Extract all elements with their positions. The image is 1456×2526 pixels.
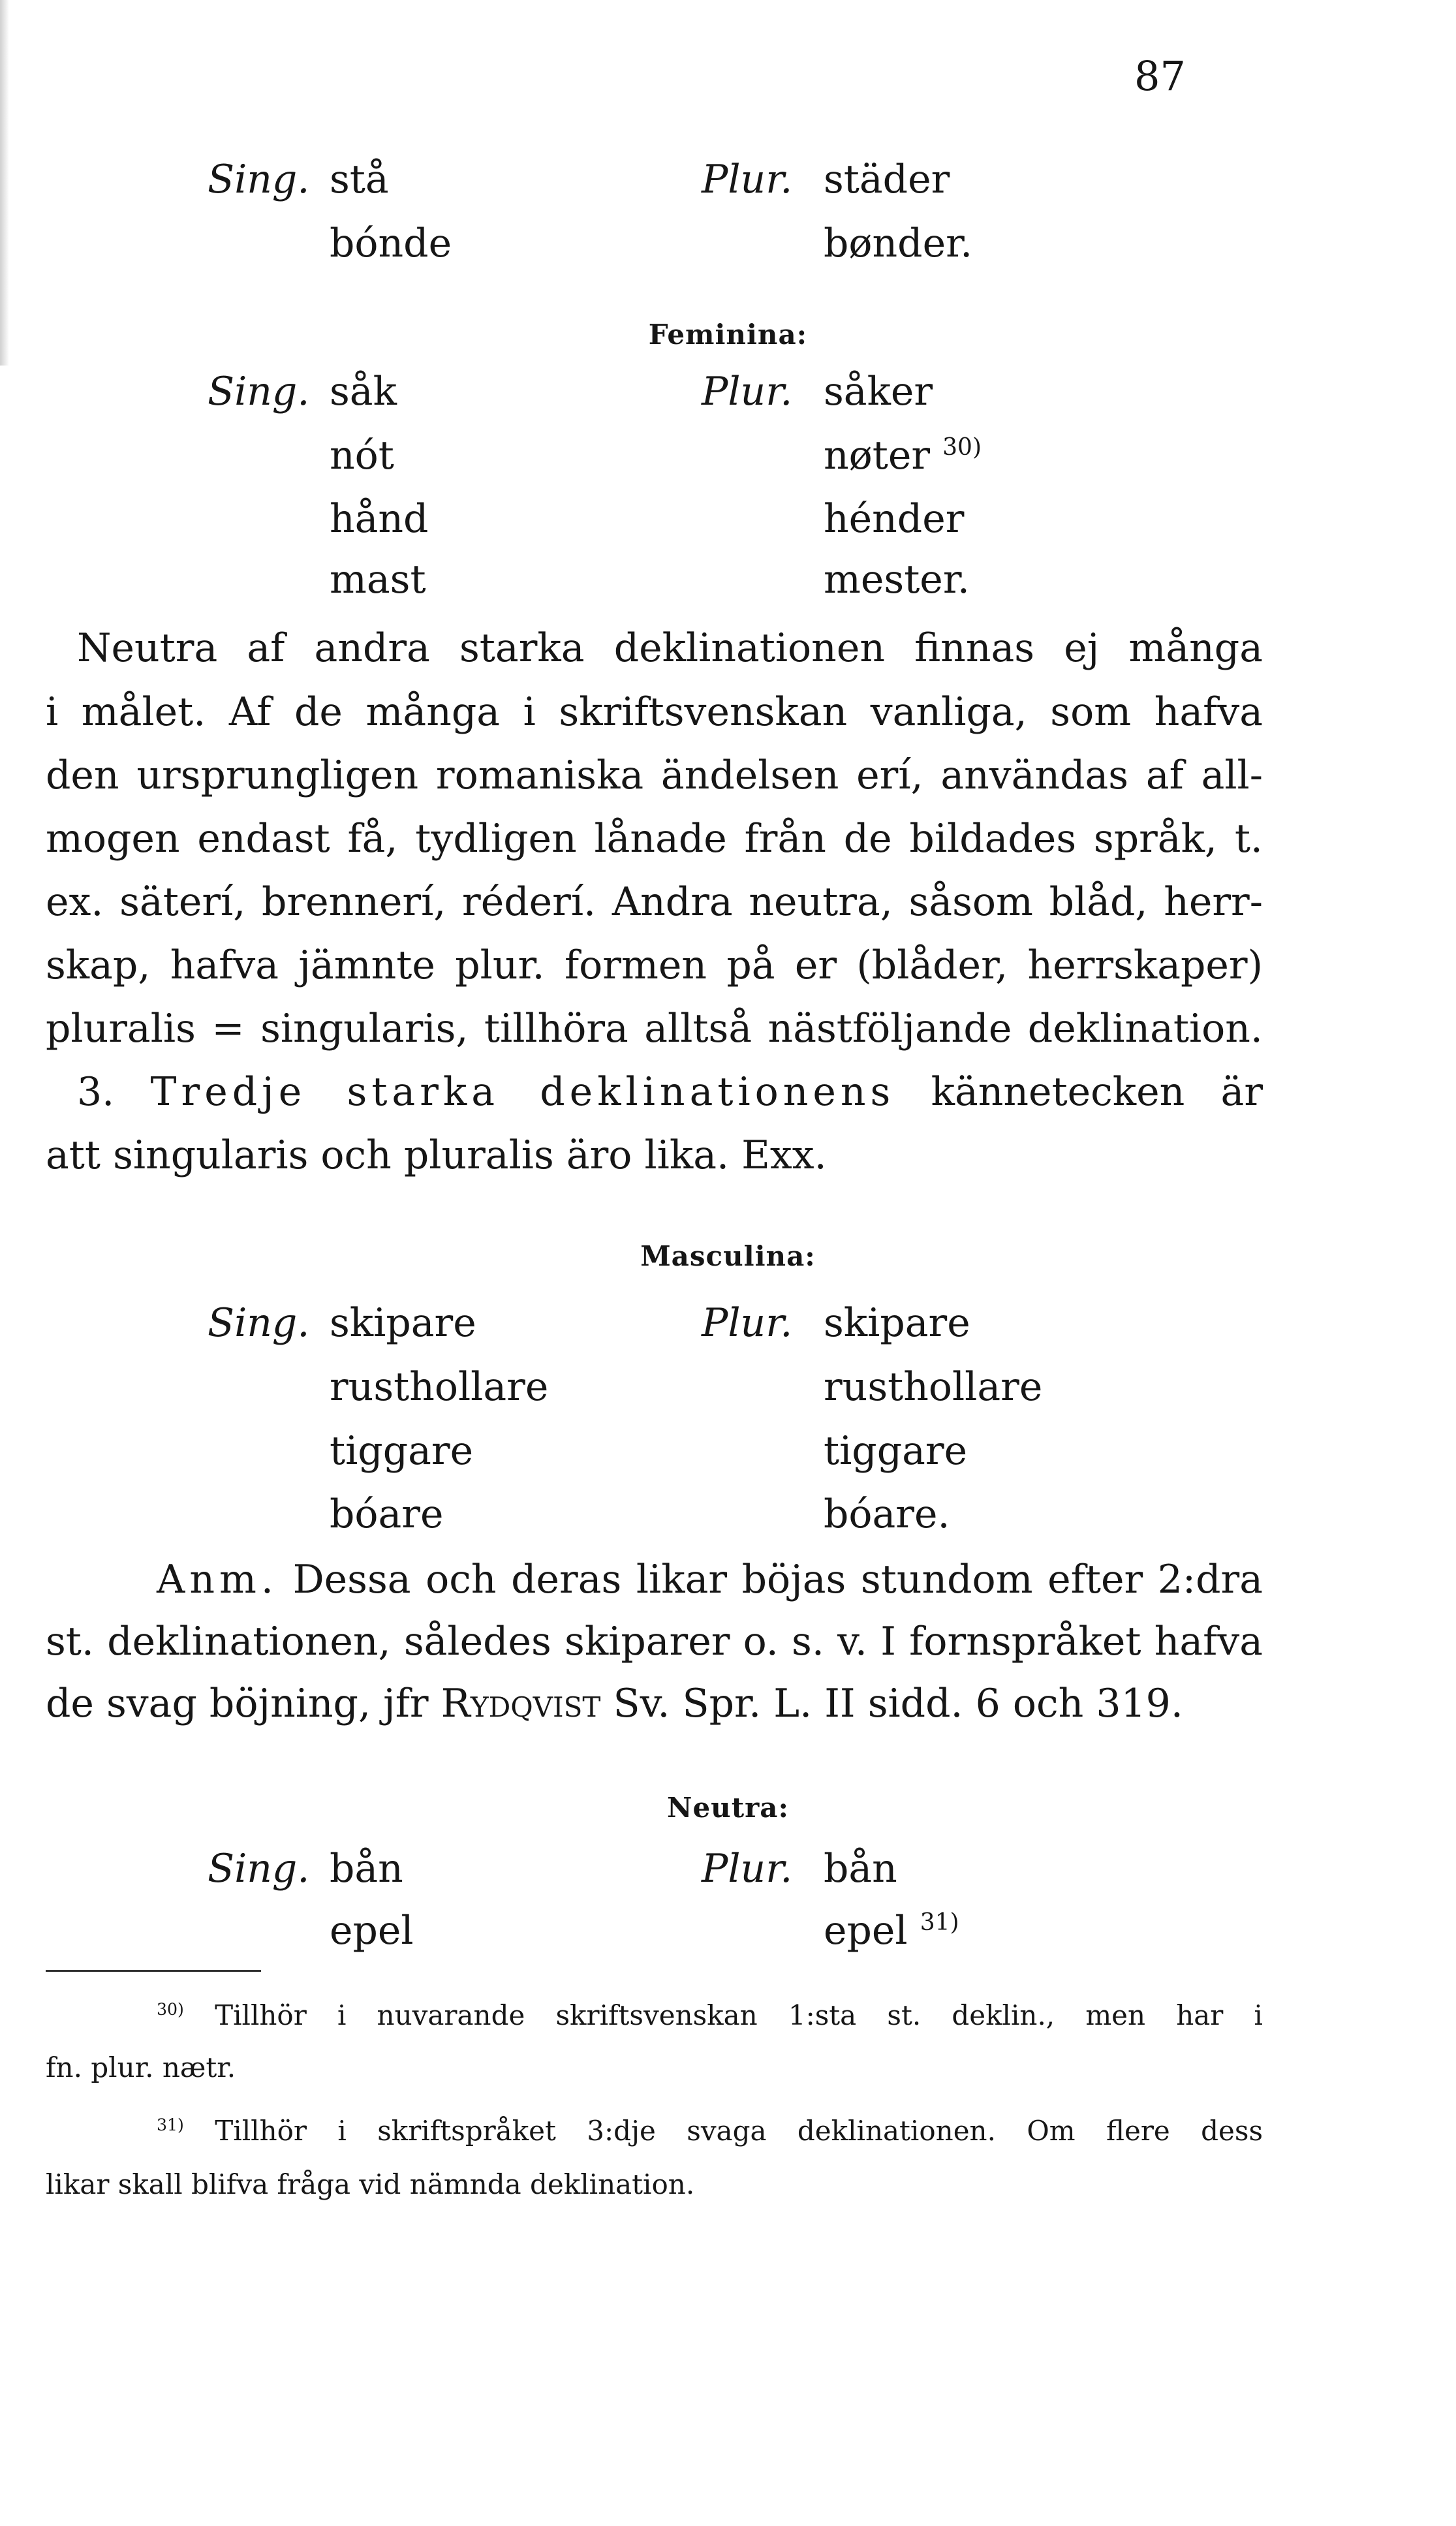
plur-form: såker (824, 369, 933, 414)
plur-form-text: epel (824, 1908, 908, 1954)
section-number: 3. (77, 1069, 115, 1115)
spaced-emphasis: Tredje starka deklinationens (150, 1069, 895, 1115)
text-line (46, 1681, 1263, 1726)
footnote-text: fn. plur. nætr. (46, 2051, 236, 2083)
plur-form: tiggare (824, 1428, 968, 1474)
text-line: att singularis och pluralis äro lika. Exx. (46, 1132, 827, 1178)
sing-form: bónde (330, 221, 452, 266)
plur-form: mester. (824, 557, 970, 602)
sing-label: Sing. (208, 1846, 310, 1892)
footnote-text: Tillhör i skriftspråket 3:dje svaga deklinationen. Om flere dess (215, 2115, 1263, 2147)
sing-form: rusthollare (330, 1364, 549, 1410)
text-line: pluralis = singularis, tillhöra alltså nästföljande deklination. (46, 1006, 1263, 1052)
text-line: Neutra af andra starka deklinationen finnas ej många (77, 625, 1263, 671)
text-span: kännetecken är (931, 1069, 1263, 1115)
sing-form: bóare (330, 1491, 444, 1537)
text-line: den ursprungligen romaniska ändelsen erí, användas af all- (46, 753, 1263, 798)
plur-label: Plur. (702, 157, 793, 202)
text-span: de svag böjning, jfr (46, 1681, 429, 1726)
footnote-line (157, 1999, 1263, 2031)
author-name: Rydqvist (441, 1681, 601, 1726)
sing-form: hånd (330, 496, 429, 542)
section-heading-feminina: Feminina: (648, 319, 808, 351)
sing-form: nót (330, 433, 394, 478)
text-span: Dessa och deras likar böjas stundom efter 2:dra (292, 1557, 1263, 1602)
plur-form: bån (824, 1846, 897, 1892)
plur-form (824, 1908, 959, 1954)
footnote-text: Tillhör i nuvarande skriftsvenskan 1:sta st. deklin., men har i (215, 1999, 1263, 2031)
sing-form: bån (330, 1846, 403, 1892)
text-line: skap, hafva jämnte plur. formen på er (blåder, herrskaper) (46, 943, 1263, 988)
plur-form: skipare (824, 1300, 970, 1346)
sing-form: epel (330, 1908, 414, 1954)
footnote-ref-31[interactable]: 31) (920, 1909, 959, 1936)
text-line: i målet. Af de många i skriftsvenskan vanliga, som hafva (46, 689, 1263, 735)
plur-form: hénder (824, 496, 965, 542)
sing-label: Sing. (208, 1300, 310, 1346)
section-heading-neutra: Neutra: (667, 1792, 789, 1824)
sing-form: skipare (330, 1300, 476, 1346)
text-line: ex. säterí, brennerí, réderí. Andra neutra, såsom blåd, herr- (46, 879, 1263, 925)
footnote-marker: 31) (157, 2115, 184, 2134)
footnote-line (46, 2051, 1263, 2083)
sing-form: stå (330, 157, 389, 202)
footnote-text: likar skall blifva fråga vid nämnda deklination. (46, 2168, 695, 2200)
section-heading-masculina: Masculina: (640, 1240, 816, 1272)
sing-form: mast (330, 557, 426, 602)
plur-form-text: nøter (824, 433, 931, 478)
plur-form: bønder. (824, 221, 973, 266)
plur-form: bóare. (824, 1491, 950, 1537)
sing-form: tiggare (330, 1428, 474, 1474)
text-line: st. deklinationen, således skiparer o. s. v. I fornspråket hafva (46, 1619, 1263, 1664)
footnote-line (157, 2115, 1263, 2147)
plur-form: rusthollare (824, 1364, 1043, 1410)
footnote-rule (46, 1970, 261, 1972)
footnote-ref-30[interactable]: 30) (942, 434, 982, 461)
sing-label: Sing. (208, 369, 310, 414)
text-line (77, 1069, 1263, 1115)
plur-form: städer (824, 157, 950, 202)
page-edge-shadow (0, 0, 9, 366)
page-number: 87 (1134, 52, 1186, 100)
text-line: mogen endast få, tydligen lånade från de bildades språk, t. (46, 816, 1263, 862)
plur-label: Plur. (702, 1300, 793, 1346)
text-span: Sv. Spr. L. II sidd. 6 och 319. (613, 1681, 1183, 1726)
plur-form (824, 433, 982, 478)
plur-label: Plur. (702, 369, 793, 414)
sing-form: såk (330, 369, 397, 414)
footnote-line (46, 2168, 1263, 2200)
footnote-marker: 30) (157, 2000, 184, 2019)
plur-label: Plur. (702, 1846, 793, 1892)
sing-label: Sing. (208, 157, 310, 202)
remark-label: Anm. (157, 1557, 278, 1602)
text-line (157, 1557, 1263, 1602)
